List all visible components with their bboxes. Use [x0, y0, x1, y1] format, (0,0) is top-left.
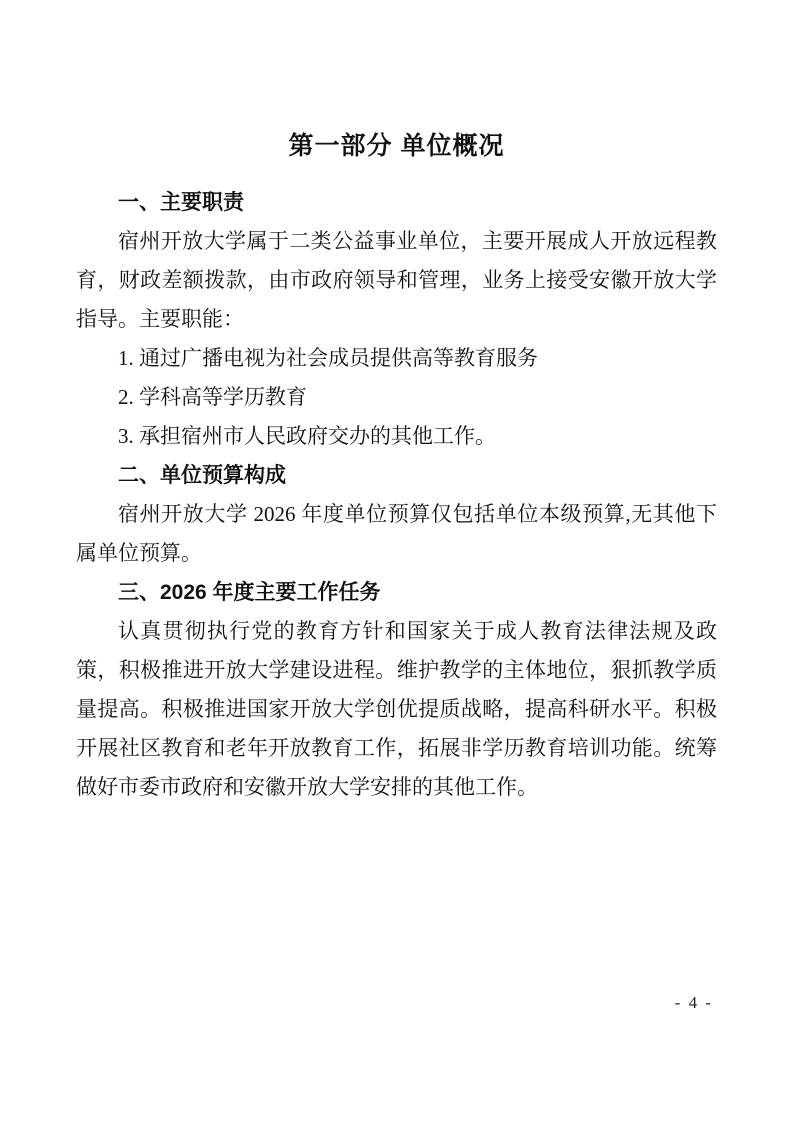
section-1-list-item-3: 3. 承担宿州市人民政府交办的其他工作。 [118, 424, 496, 448]
section-3-paragraph-1: 认真贯彻执行党的教育方针和国家关于成人教育法律法规及政策，积极推进开放大学建设进程。维护教学的主体地位，狠抓教学质量提高。积极推进国家开放大学创优提质战略，提高科研水平。积极开展社区教育和老年开放教育工作，拓展非学历教育培训功能。统筹做好市委市政府和安徽开放大学安排的其他工作。 [76, 619, 717, 799]
section-1-paragraph-1: 宿州开放大学属于二类公益事业单位，主要开展成人开放远程教育，财政差额拨款，由市政府领导和管理，业务上接受安徽开放大学指导。主要职能： [76, 229, 717, 331]
section-3-heading: 三、2026 年度主要工作任务 [118, 581, 381, 604]
section-2-heading: 二、单位预算构成 [118, 464, 286, 487]
section-2-paragraph-1: 宿州开放大学 2026 年度单位预算仅包括单位本级预算,无其他下属单位预算。 [76, 502, 717, 565]
section-1-list-item-1: 1. 通过广播电视为社会成员提供高等教育服务 [118, 346, 538, 370]
document-title: 第一部分 单位概况 [288, 132, 505, 160]
section-1-list-item-2: 2. 学科高等学历教育 [118, 385, 307, 409]
page-number: - 4 - [674, 993, 713, 1012]
section-1-heading: 一、主要职责 [118, 191, 244, 214]
document-content [76, 131, 717, 807]
